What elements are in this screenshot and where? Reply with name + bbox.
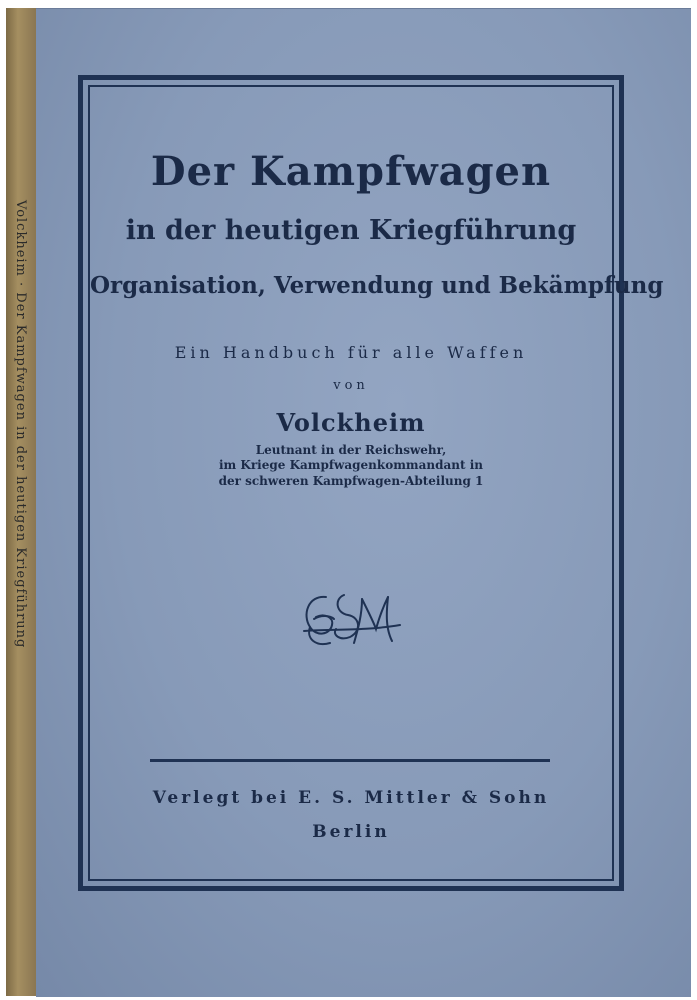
by-word: von <box>333 378 369 393</box>
handbook-line: Ein Handbuch für alle Waffen <box>174 343 528 362</box>
author-affiliation-line-2: im Kriege Kampfwagenkommandant in <box>219 458 483 472</box>
author-affiliation-line-3: der schweren Kampfwagen-Abteilung 1 <box>218 474 484 488</box>
book-subtitle-2: Organisation, Verwendung und Bekämpfung <box>90 272 664 299</box>
publisher-monogram-icon <box>296 585 406 655</box>
publisher-city: Berlin <box>312 822 390 842</box>
publisher-line: Verlegt bei E. S. Mittler & Sohn <box>152 788 550 808</box>
book-subtitle-1: in der heutigen Kriegführung <box>125 215 577 246</box>
author-affiliation-line-1: Leutnant in der Reichswehr, <box>255 443 447 457</box>
spine-text: Volckheim · Der Kampfwagen in der heutigen Kriegführung <box>13 200 28 649</box>
divider-rule <box>150 759 550 762</box>
book-title: Der Kampfwagen <box>150 148 552 195</box>
author-name: Volckheim <box>276 408 426 437</box>
